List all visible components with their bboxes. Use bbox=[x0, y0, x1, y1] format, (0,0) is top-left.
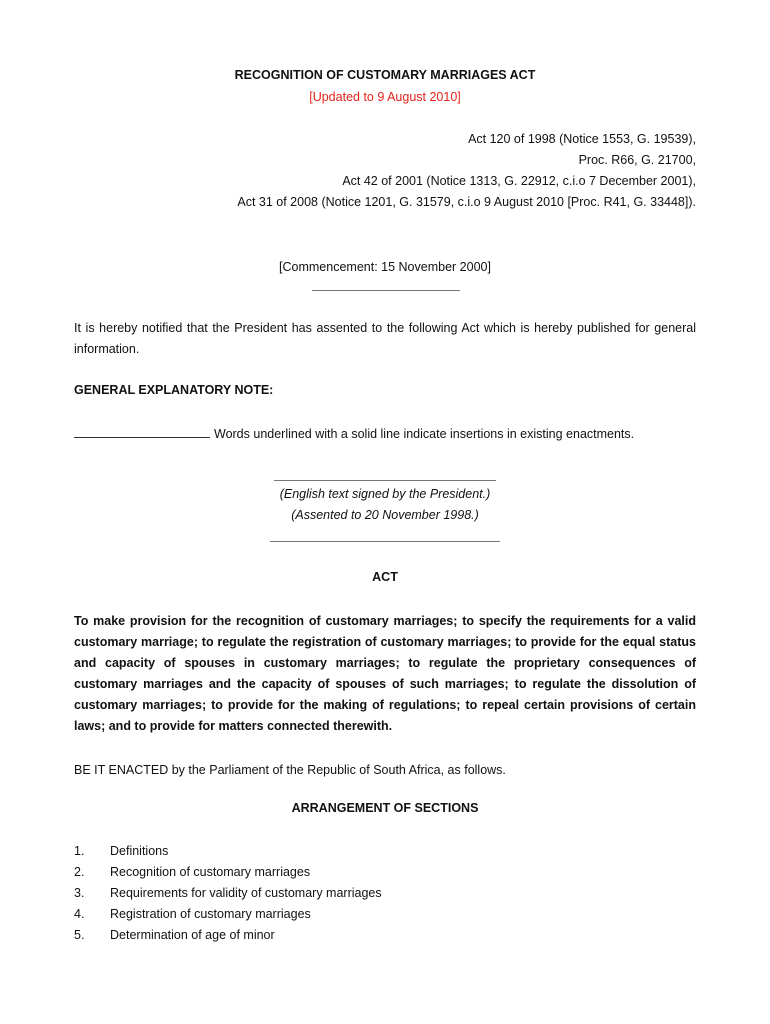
amendment-line: Act 31 of 2008 (Notice 1201, G. 31579, c.i.o 9 August 2010 [Proc. R41, G. 33448]). bbox=[237, 195, 696, 209]
divider bbox=[270, 541, 500, 542]
amendment-line: Proc. R66, G. 21700, bbox=[578, 153, 696, 167]
section-title: Determination of age of minor bbox=[110, 928, 275, 942]
explanatory-heading: GENERAL EXPLANATORY NOTE: bbox=[74, 383, 274, 397]
section-title: Recognition of customary marriages bbox=[110, 865, 311, 879]
amendment-line: Act 120 of 1998 (Notice 1553, G. 19539), bbox=[468, 132, 696, 146]
long-title: To make provision for the recognition of customary marriages; to specify the requirements for a valid customary marriage; to regulate the registration of customary marriages; to provide for the equal status and capacity of spouses in customary marriages; to regulate the proprietary consequences of customary marriages and the capacity of spouses of such marriages; to regulate the dissolution of customary marriages; to provide for the making of regulations; to repeal certain provisions of certain laws; and to provide for matters connected therewith. bbox=[74, 614, 696, 733]
updated-date: [Updated to 9 August 2010] bbox=[309, 90, 461, 104]
section-title: Requirements for validity of customary marriages bbox=[110, 886, 382, 900]
arrangement-heading: ARRANGEMENT OF SECTIONS bbox=[291, 801, 479, 815]
divider bbox=[312, 290, 460, 291]
divider bbox=[274, 480, 496, 481]
section-number: 5. bbox=[74, 928, 85, 942]
section-number: 3. bbox=[74, 886, 85, 900]
act-title: RECOGNITION OF CUSTOMARY MARRIAGES ACT bbox=[234, 68, 536, 82]
amendment-line: Act 42 of 2001 (Notice 1313, G. 22912, c.i.o 7 December 2001), bbox=[342, 174, 696, 188]
assented-note: (Assented to 20 November 1998.) bbox=[291, 508, 479, 522]
assent-notice: It is hereby notified that the President has assented to the following Act which is hereby published for general information. bbox=[74, 321, 696, 356]
signed-note: (English text signed by the President.) bbox=[279, 487, 491, 501]
commencement-date: [Commencement: 15 November 2000] bbox=[279, 260, 491, 274]
section-number: 2. bbox=[74, 865, 85, 879]
section-title: Definitions bbox=[110, 844, 169, 858]
explanatory-note bbox=[74, 424, 696, 445]
section-number: 1. bbox=[74, 844, 85, 858]
section-number: 4. bbox=[74, 907, 85, 921]
underline-sample bbox=[74, 426, 210, 438]
enacting-clause: BE IT ENACTED by the Parliament of the Republic of South Africa, as follows. bbox=[74, 763, 506, 777]
section-title: Registration of customary marriages bbox=[110, 907, 311, 921]
explanatory-text: Words underlined with a solid line indicate insertions in existing enactments. bbox=[214, 427, 635, 441]
act-heading: ACT bbox=[372, 570, 398, 584]
